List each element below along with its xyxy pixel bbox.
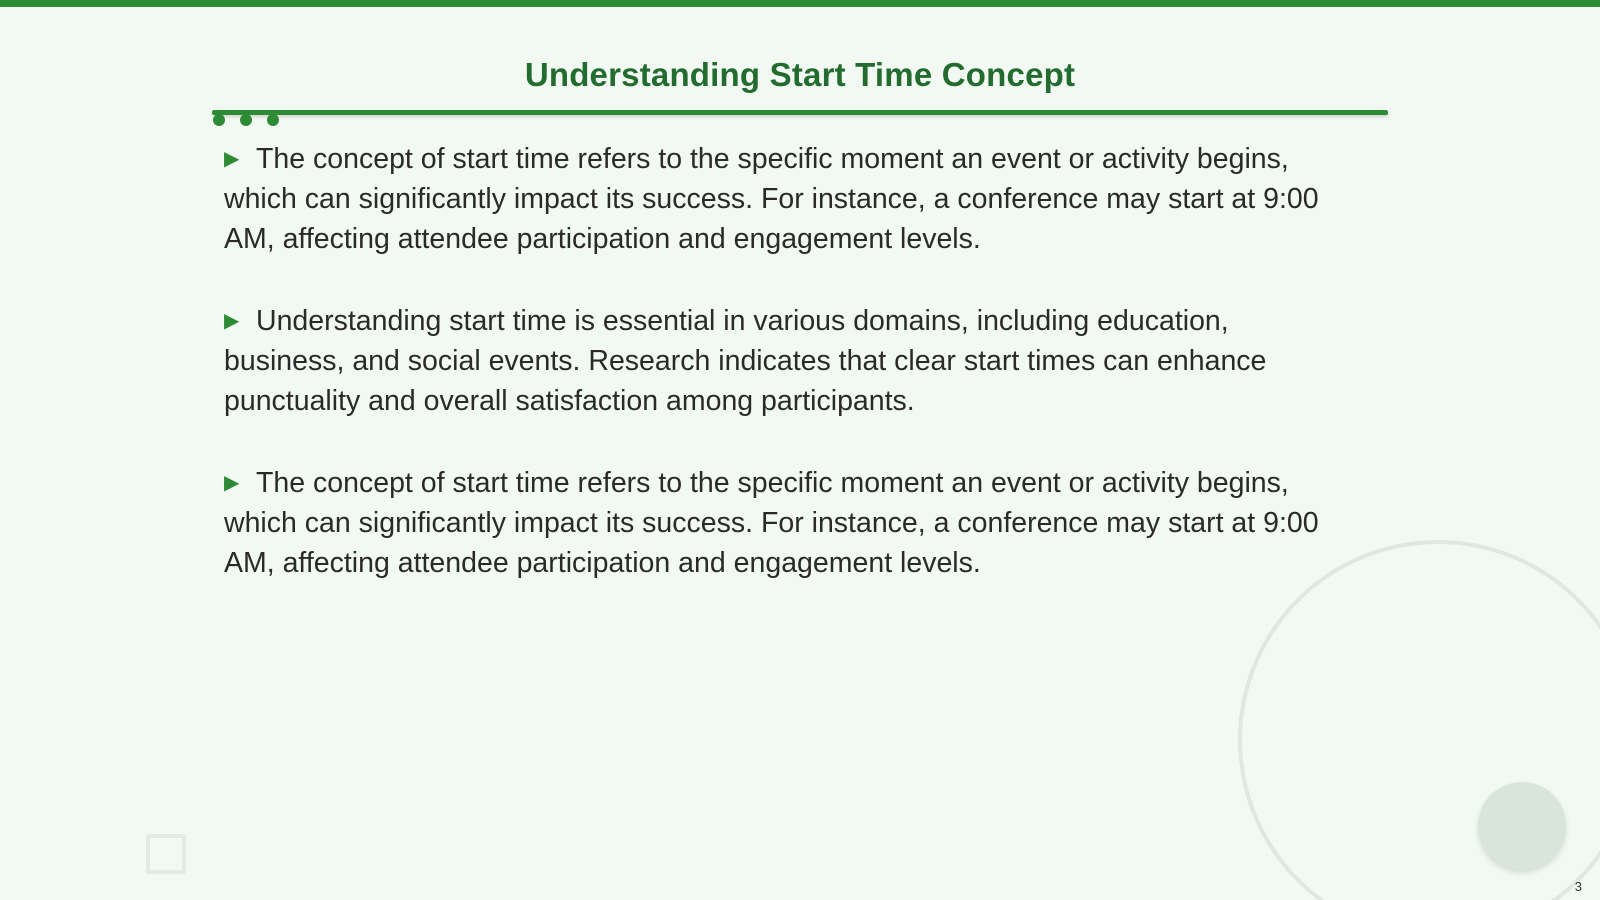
bullet-item	[224, 139, 1344, 259]
dot-icon	[267, 114, 279, 126]
bullet-list	[224, 139, 1344, 625]
slide-title: Understanding Start Time Concept	[524, 56, 1076, 93]
triangle-bullet-icon: ▶	[224, 148, 240, 170]
bullet-text: The concept of start time refers to the specific moment an event or activity begins, which can significantly impact its success. For instance, a conference may start at 9:00 AM, affecting attendee participation and engagement levels.	[224, 467, 1319, 579]
bullet-item	[224, 463, 1344, 583]
bullet-text: Understanding start time is essential in various domains, including education, business, and social events. Research indicates that clear start times can enhance punctuality and overall satisfaction among participants.	[224, 305, 1267, 417]
bullet-text: The concept of start time refers to the specific moment an event or activity begins, which can significantly impact its success. For instance, a conference may start at 9:00 AM, affecting attendee participation and engagement levels.	[224, 143, 1319, 255]
triangle-bullet-icon: ▶	[224, 310, 240, 332]
decorative-dots	[213, 114, 279, 126]
decorative-circle	[1478, 782, 1566, 870]
top-accent-bar	[0, 0, 1600, 7]
decorative-square	[146, 834, 186, 874]
triangle-bullet-icon: ▶	[224, 472, 240, 494]
title-underline	[212, 110, 1388, 115]
dot-icon	[240, 114, 252, 126]
page-number: 3	[1574, 879, 1582, 894]
dot-icon	[213, 114, 225, 126]
bullet-item	[224, 301, 1344, 421]
